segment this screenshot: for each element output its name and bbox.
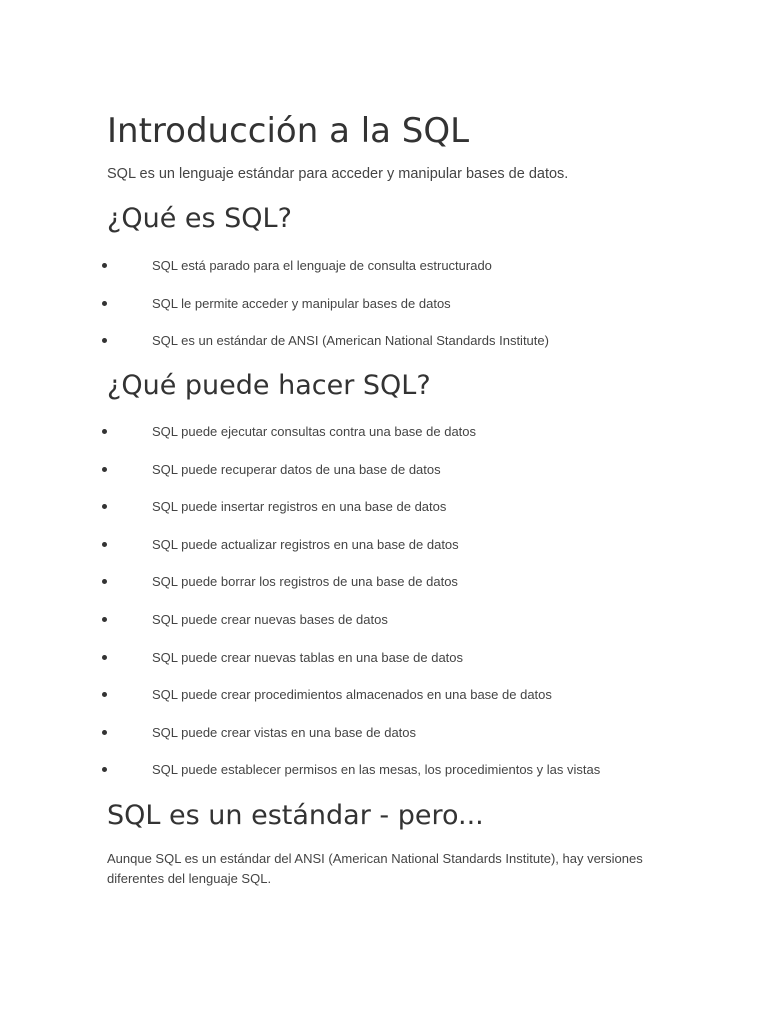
list-item [0, 572, 768, 610]
what-is-sql-list [0, 256, 768, 369]
list-item [0, 685, 768, 723]
bullet-icon [102, 338, 107, 343]
bullet-icon [102, 767, 107, 772]
bullet-icon [102, 655, 107, 660]
list-item-text: SQL puede establecer permisos en las mesas, los procedimientos y las vistas [152, 762, 601, 778]
list-item-text: SQL puede borrar los registros de una base de datos [152, 574, 458, 590]
what-can-sql-do-list [0, 422, 768, 798]
list-item-text: SQL puede crear vistas en una base de datos [152, 724, 417, 740]
list-item [0, 460, 768, 498]
list-item-text: SQL puede crear nuevas bases de datos [152, 611, 388, 627]
list-item [0, 497, 768, 535]
page-title: Introducción a la SQL [107, 111, 470, 151]
intro-paragraph: SQL es un lenguaje estándar para acceder y manipular bases de datos. [107, 166, 569, 182]
sql-standard-paragraph: Aunque SQL es un estándar del ANSI (American National Standards Institute), hay versiones diferentes del lenguaje SQL. [107, 851, 643, 886]
bullet-icon [102, 730, 107, 735]
bullet-icon [102, 504, 107, 509]
bullet-icon [102, 467, 107, 472]
list-item [0, 331, 768, 369]
section-heading-what-is-sql: ¿Qué es SQL? [107, 203, 292, 234]
section-heading-sql-standard: SQL es un estándar - pero... [107, 800, 484, 831]
list-item [0, 256, 768, 294]
bullet-icon [102, 301, 107, 306]
list-item-text: SQL puede ejecutar consultas contra una base de datos [152, 424, 477, 439]
bullet-icon [102, 429, 107, 434]
bullet-icon [102, 542, 107, 547]
list-item [0, 294, 768, 332]
list-item-text: SQL puede recuperar datos de una base de datos [152, 461, 441, 477]
bullet-icon [102, 692, 107, 697]
bullet-icon [102, 579, 107, 584]
bullet-icon [102, 263, 107, 268]
list-item-text: SQL puede crear procedimientos almacenados en una base de datos [152, 687, 552, 703]
list-item-text: SQL está parado para el lenguaje de consulta estructurado [152, 258, 492, 273]
list-item-text: SQL puede actualizar registros en una base de datos [152, 536, 459, 552]
list-item [0, 760, 768, 798]
list-item [0, 648, 768, 686]
bullet-icon [102, 617, 107, 622]
list-item [0, 422, 768, 460]
list-item-text: SQL le permite acceder y manipular bases de datos [152, 295, 451, 311]
list-item-text: SQL puede insertar registros en una base de datos [152, 499, 447, 515]
section-heading-what-can-sql-do: ¿Qué puede hacer SQL? [107, 370, 431, 401]
list-item [0, 723, 768, 761]
list-item-text: SQL puede crear nuevas tablas en una base de datos [152, 649, 464, 665]
list-item-text: SQL es un estándar de ANSI (American National Standards Institute) [152, 333, 549, 349]
list-item [0, 535, 768, 573]
list-item [0, 610, 768, 648]
